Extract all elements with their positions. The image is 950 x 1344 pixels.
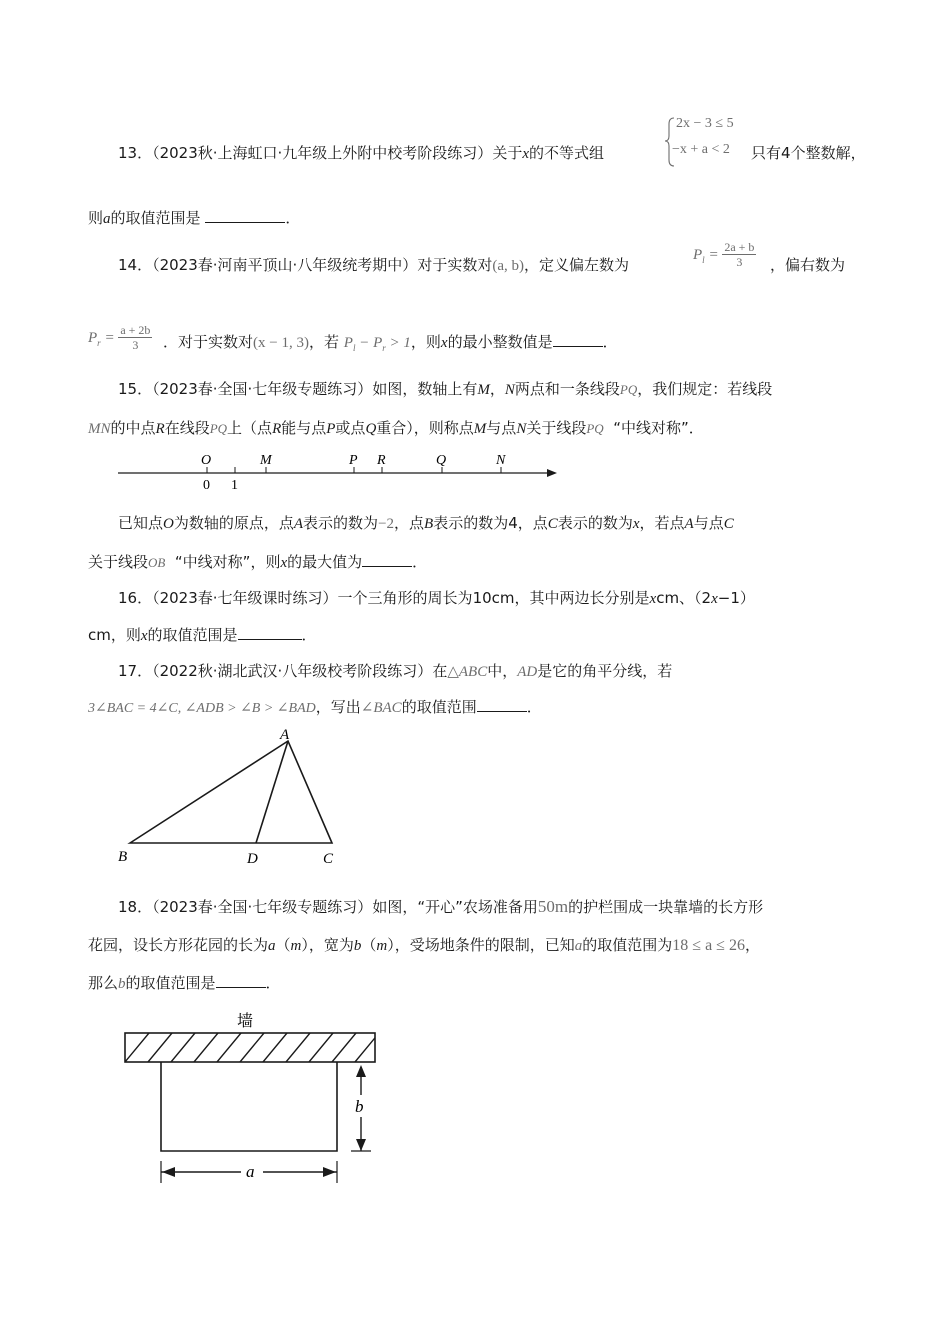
q13-line1-tail bbox=[751, 143, 866, 163]
q18-text: ），宽为 bbox=[301, 936, 354, 954]
var-x: x bbox=[632, 516, 640, 532]
q14-pl-numerator: 2a + b bbox=[724, 240, 755, 254]
q15-text: “中线对称”，则 bbox=[174, 553, 281, 571]
q17-text: 是它的角平分线，若 bbox=[537, 662, 673, 680]
q16-line2 bbox=[88, 625, 317, 646]
q17-source: （2022秋·湖北武汉·八年级校考阶段练习） bbox=[152, 662, 433, 680]
q16-text: −1） bbox=[717, 589, 755, 607]
q15-text: 能与点 bbox=[281, 419, 327, 437]
axis-arrow-icon bbox=[547, 469, 557, 477]
q13-text: 则 bbox=[88, 209, 104, 227]
var-MN: MN bbox=[88, 421, 111, 437]
label-b: b bbox=[355, 1097, 364, 1116]
q14-text: ，若 bbox=[308, 333, 339, 351]
wall bbox=[125, 1033, 375, 1062]
q13-ineq1: 2x − 3 ≤ 5 bbox=[676, 116, 734, 131]
q15-answer-blank[interactable] bbox=[362, 552, 412, 567]
label-R: R bbox=[377, 453, 386, 468]
q15-line1 bbox=[118, 379, 772, 400]
q18-text: ），受场地条件的限制，已知 bbox=[387, 936, 575, 954]
q18-number: 18． bbox=[118, 898, 153, 916]
var-x: x bbox=[440, 335, 448, 351]
q14-pr-sub: r bbox=[97, 338, 101, 348]
var-PQ: PQ bbox=[586, 421, 604, 436]
q18-text: 的护栏围成一块靠墙的长方形 bbox=[568, 898, 764, 916]
arrow-down-icon bbox=[356, 1139, 366, 1151]
period: ． bbox=[602, 333, 618, 351]
q15-text: 重合），则称点 bbox=[376, 419, 474, 437]
q13-answer-blank[interactable] bbox=[205, 208, 285, 223]
label-0: 0 bbox=[203, 478, 210, 493]
period: ． bbox=[526, 698, 542, 716]
var-PQ: PQ bbox=[619, 382, 638, 397]
q18-line1 bbox=[118, 897, 763, 917]
label-D: D bbox=[247, 851, 258, 867]
var-B: B bbox=[424, 516, 434, 532]
q15-text: 与点 bbox=[486, 419, 517, 437]
q15-text: 上（点 bbox=[227, 419, 273, 437]
q17-number: 17． bbox=[118, 662, 153, 680]
label-B: B bbox=[118, 849, 128, 865]
q18-line3 bbox=[88, 973, 281, 994]
q14-pr-formula: $P_r$ = $\frac{a + 2b}{3}$ bbox=[88, 323, 151, 352]
q14-text: 的最小整数值是 bbox=[447, 333, 553, 351]
q14-pl-denominator: 3 bbox=[736, 255, 743, 269]
q14-pr-numerator: a + 2b bbox=[120, 323, 151, 337]
q17-answer-blank[interactable] bbox=[477, 697, 527, 712]
q14-pr: P bbox=[88, 330, 98, 346]
q15-number: 15． bbox=[118, 380, 153, 398]
var-b: b bbox=[118, 976, 126, 992]
var-O: O bbox=[163, 516, 174, 532]
var-N: N bbox=[516, 421, 527, 437]
q14-pair-x: (x − 1, 3) bbox=[253, 335, 309, 351]
q14-text: ．对于实数对 bbox=[163, 333, 254, 351]
arrow-up-icon bbox=[356, 1065, 366, 1077]
q16-answer-blank[interactable] bbox=[238, 625, 302, 640]
garden-figure bbox=[115, 1005, 385, 1190]
q14-pair-ab: (a, b) bbox=[492, 258, 524, 274]
angle-BAC: ∠BAC bbox=[360, 700, 402, 716]
q16-number: 16． bbox=[118, 589, 153, 607]
q18-text: 花园，设长方形花园的长为 bbox=[88, 936, 269, 954]
unit-m: m bbox=[290, 938, 302, 954]
q18-text: 如图，“开心”农场准备用 bbox=[372, 898, 538, 916]
q15-text: 表示的数为 bbox=[433, 514, 509, 532]
q13-text: 只有 bbox=[751, 144, 782, 162]
q13-line1 bbox=[118, 143, 604, 164]
q14-pl-sub: l bbox=[702, 255, 705, 265]
var-C: C bbox=[723, 516, 734, 532]
period: ． bbox=[285, 209, 301, 227]
q16-text: 的取值范围是 bbox=[147, 626, 238, 644]
q18-source: （2023春·全国·七年级专题练习） bbox=[152, 898, 373, 916]
q15-text: 表示的数为 bbox=[557, 514, 633, 532]
var-b: b bbox=[353, 938, 362, 954]
label-N: N bbox=[496, 453, 506, 468]
q17-condition: 3∠BAC = 4∠C, ∠ADB > ∠B > ∠BAD bbox=[88, 701, 316, 716]
var-M: M bbox=[477, 382, 490, 398]
q16-line1 bbox=[118, 588, 755, 609]
triangle-ABC-shape bbox=[130, 741, 332, 843]
q14-line1 bbox=[118, 255, 629, 276]
var-P: P bbox=[326, 421, 336, 437]
q14-cond-end: > 1 bbox=[385, 335, 411, 351]
arrow-left-icon bbox=[162, 1167, 175, 1177]
q15-line4 bbox=[88, 552, 427, 573]
q14-pr-denominator: 3 bbox=[132, 338, 139, 352]
q16-text: 一个三角形的周长为 bbox=[337, 589, 473, 607]
q13-text: 的取值范围是 bbox=[110, 209, 201, 227]
q15-text: ，点 bbox=[394, 514, 425, 532]
var-M: M bbox=[473, 421, 487, 437]
q18-text: 的取值范围为 bbox=[582, 936, 673, 954]
q15-line2 bbox=[88, 418, 704, 439]
q18-text: 的取值范围是 bbox=[125, 974, 216, 992]
label-C: C bbox=[323, 851, 334, 867]
var-Q: Q bbox=[365, 421, 377, 437]
q14-cond-sub: l bbox=[352, 343, 356, 353]
q16-text: cm，则 bbox=[88, 626, 141, 644]
q15-text: 与点 bbox=[693, 514, 724, 532]
wall-label: 墙 bbox=[237, 1013, 254, 1030]
q15-text: ，我们规定：若线段 bbox=[637, 380, 773, 398]
q13-text: 的不等式组 bbox=[529, 144, 605, 162]
q17-text: 中， bbox=[487, 662, 518, 680]
q15-text: “中线对称”． bbox=[613, 419, 704, 437]
label-Q: Q bbox=[436, 453, 447, 468]
var-x: x bbox=[649, 591, 657, 607]
q18-text: （ bbox=[275, 936, 291, 954]
label-P: P bbox=[349, 453, 358, 468]
q15-text: 如图，数轴上有 bbox=[372, 380, 478, 398]
value-neg2: −2 bbox=[378, 516, 395, 532]
q14-text: ，则 bbox=[410, 333, 441, 351]
number-line-figure bbox=[110, 445, 570, 495]
q16-text: cm、（2 bbox=[656, 589, 712, 607]
var-a: a bbox=[268, 938, 276, 954]
q15-text: 在线段 bbox=[164, 419, 210, 437]
q14-cond-p: P bbox=[343, 335, 353, 351]
q17-line1 bbox=[118, 661, 672, 682]
q14-line1-tail: ，偏右数为 bbox=[770, 256, 846, 274]
q14-cond-mid: − P bbox=[355, 335, 383, 351]
q14-answer-blank[interactable] bbox=[553, 332, 603, 347]
unit-m: m bbox=[376, 938, 388, 954]
triangle-ABC: △ABC bbox=[447, 664, 488, 680]
q17-text: 在 bbox=[432, 662, 448, 680]
q14-source: （2023春·河南平顶山·八年级统考期中） bbox=[152, 256, 418, 274]
q13-inequality-system bbox=[664, 114, 750, 166]
q13-text: 个整数解， bbox=[790, 144, 866, 162]
value-4: 4 bbox=[508, 514, 518, 532]
q17-text: ，写出 bbox=[315, 698, 361, 716]
q16-text: ，其中两边长分别是 bbox=[514, 589, 650, 607]
q14-line2 bbox=[163, 332, 618, 358]
q14-condition bbox=[344, 335, 411, 351]
q14-cond-sub: r bbox=[382, 343, 386, 353]
q15-source: （2023春·全国·七年级专题练习） bbox=[152, 380, 373, 398]
var-PQ: PQ bbox=[209, 421, 228, 436]
q18-text: （ bbox=[361, 936, 377, 954]
var-x: x bbox=[711, 591, 718, 607]
var-x: x bbox=[280, 555, 288, 571]
q13-ineq2: −x + a < 2 bbox=[672, 142, 730, 157]
label-M: M bbox=[260, 453, 272, 468]
fence-length: 50m bbox=[537, 897, 569, 916]
triangle-figure bbox=[110, 725, 350, 870]
q17-line2 bbox=[88, 697, 542, 719]
segment-AD bbox=[256, 741, 288, 843]
q18-text: ， bbox=[744, 936, 760, 954]
var-a: a bbox=[103, 211, 111, 227]
var-N: N bbox=[504, 382, 515, 398]
q14-pl-formula: $P_l$ = $\frac{2a + b}{3}$ bbox=[693, 240, 755, 269]
label-A: A bbox=[280, 727, 290, 743]
q15-text: ， bbox=[489, 380, 505, 398]
period: ． bbox=[301, 626, 317, 644]
q15-line3 bbox=[118, 513, 734, 534]
var-a: a bbox=[574, 938, 583, 954]
var-x: x bbox=[522, 146, 529, 162]
q15-text: 表示的数为 bbox=[303, 514, 379, 532]
q13-text: 关于 bbox=[492, 144, 523, 162]
var-R: R bbox=[155, 421, 165, 437]
var-R: R bbox=[272, 421, 282, 437]
q13-line2 bbox=[88, 208, 300, 229]
q18-line2 bbox=[88, 935, 760, 956]
q15-text: 关于线段 bbox=[88, 553, 149, 571]
label-1: 1 bbox=[231, 478, 238, 493]
period: ． bbox=[265, 974, 281, 992]
var-OB: OB bbox=[148, 555, 166, 570]
q14-number: 14． bbox=[118, 256, 153, 274]
q16-perimeter: 10cm bbox=[472, 589, 515, 607]
q16-source: （2023春·七年级课时练习） bbox=[152, 589, 338, 607]
q15-text: ，若点 bbox=[639, 514, 685, 532]
var-A: A bbox=[293, 516, 304, 532]
q15-text: 关于线段 bbox=[526, 419, 587, 437]
garden-rectangle bbox=[161, 1062, 337, 1151]
q18-text: 那么 bbox=[88, 974, 119, 992]
q15-text: ，点 bbox=[517, 514, 548, 532]
q13-source: （2023秋·上海虹口·九年级上外附中校考阶段练习） bbox=[152, 144, 493, 162]
q15-text: 两点和一条线段 bbox=[514, 380, 620, 398]
q14-text: 对于实数对 bbox=[417, 256, 493, 274]
var-C: C bbox=[547, 516, 558, 532]
var-x: x bbox=[140, 628, 148, 644]
q13-number-4: 4 bbox=[781, 144, 791, 162]
q17-text: 的取值范围 bbox=[401, 698, 477, 716]
q15-text: 的中点 bbox=[110, 419, 156, 437]
q15-text: 为数轴的原点，点 bbox=[173, 514, 294, 532]
q18-answer-blank[interactable] bbox=[216, 973, 266, 988]
label-a: a bbox=[246, 1162, 255, 1181]
var-AD: AD bbox=[517, 664, 538, 680]
q15-text: 或点 bbox=[335, 419, 366, 437]
q15-text: 的最大值为 bbox=[287, 553, 363, 571]
q15-text: 已知点 bbox=[118, 514, 164, 532]
a-range: 18 ≤ a ≤ 26 bbox=[672, 937, 745, 954]
label-O: O bbox=[201, 453, 212, 468]
q14-pl: P bbox=[693, 247, 703, 263]
var-A: A bbox=[684, 516, 694, 532]
arrow-right-icon bbox=[323, 1167, 336, 1177]
q14-text: ，定义偏左数为 bbox=[523, 256, 629, 274]
q13-number: 13． bbox=[118, 144, 153, 162]
period: ． bbox=[412, 553, 428, 571]
